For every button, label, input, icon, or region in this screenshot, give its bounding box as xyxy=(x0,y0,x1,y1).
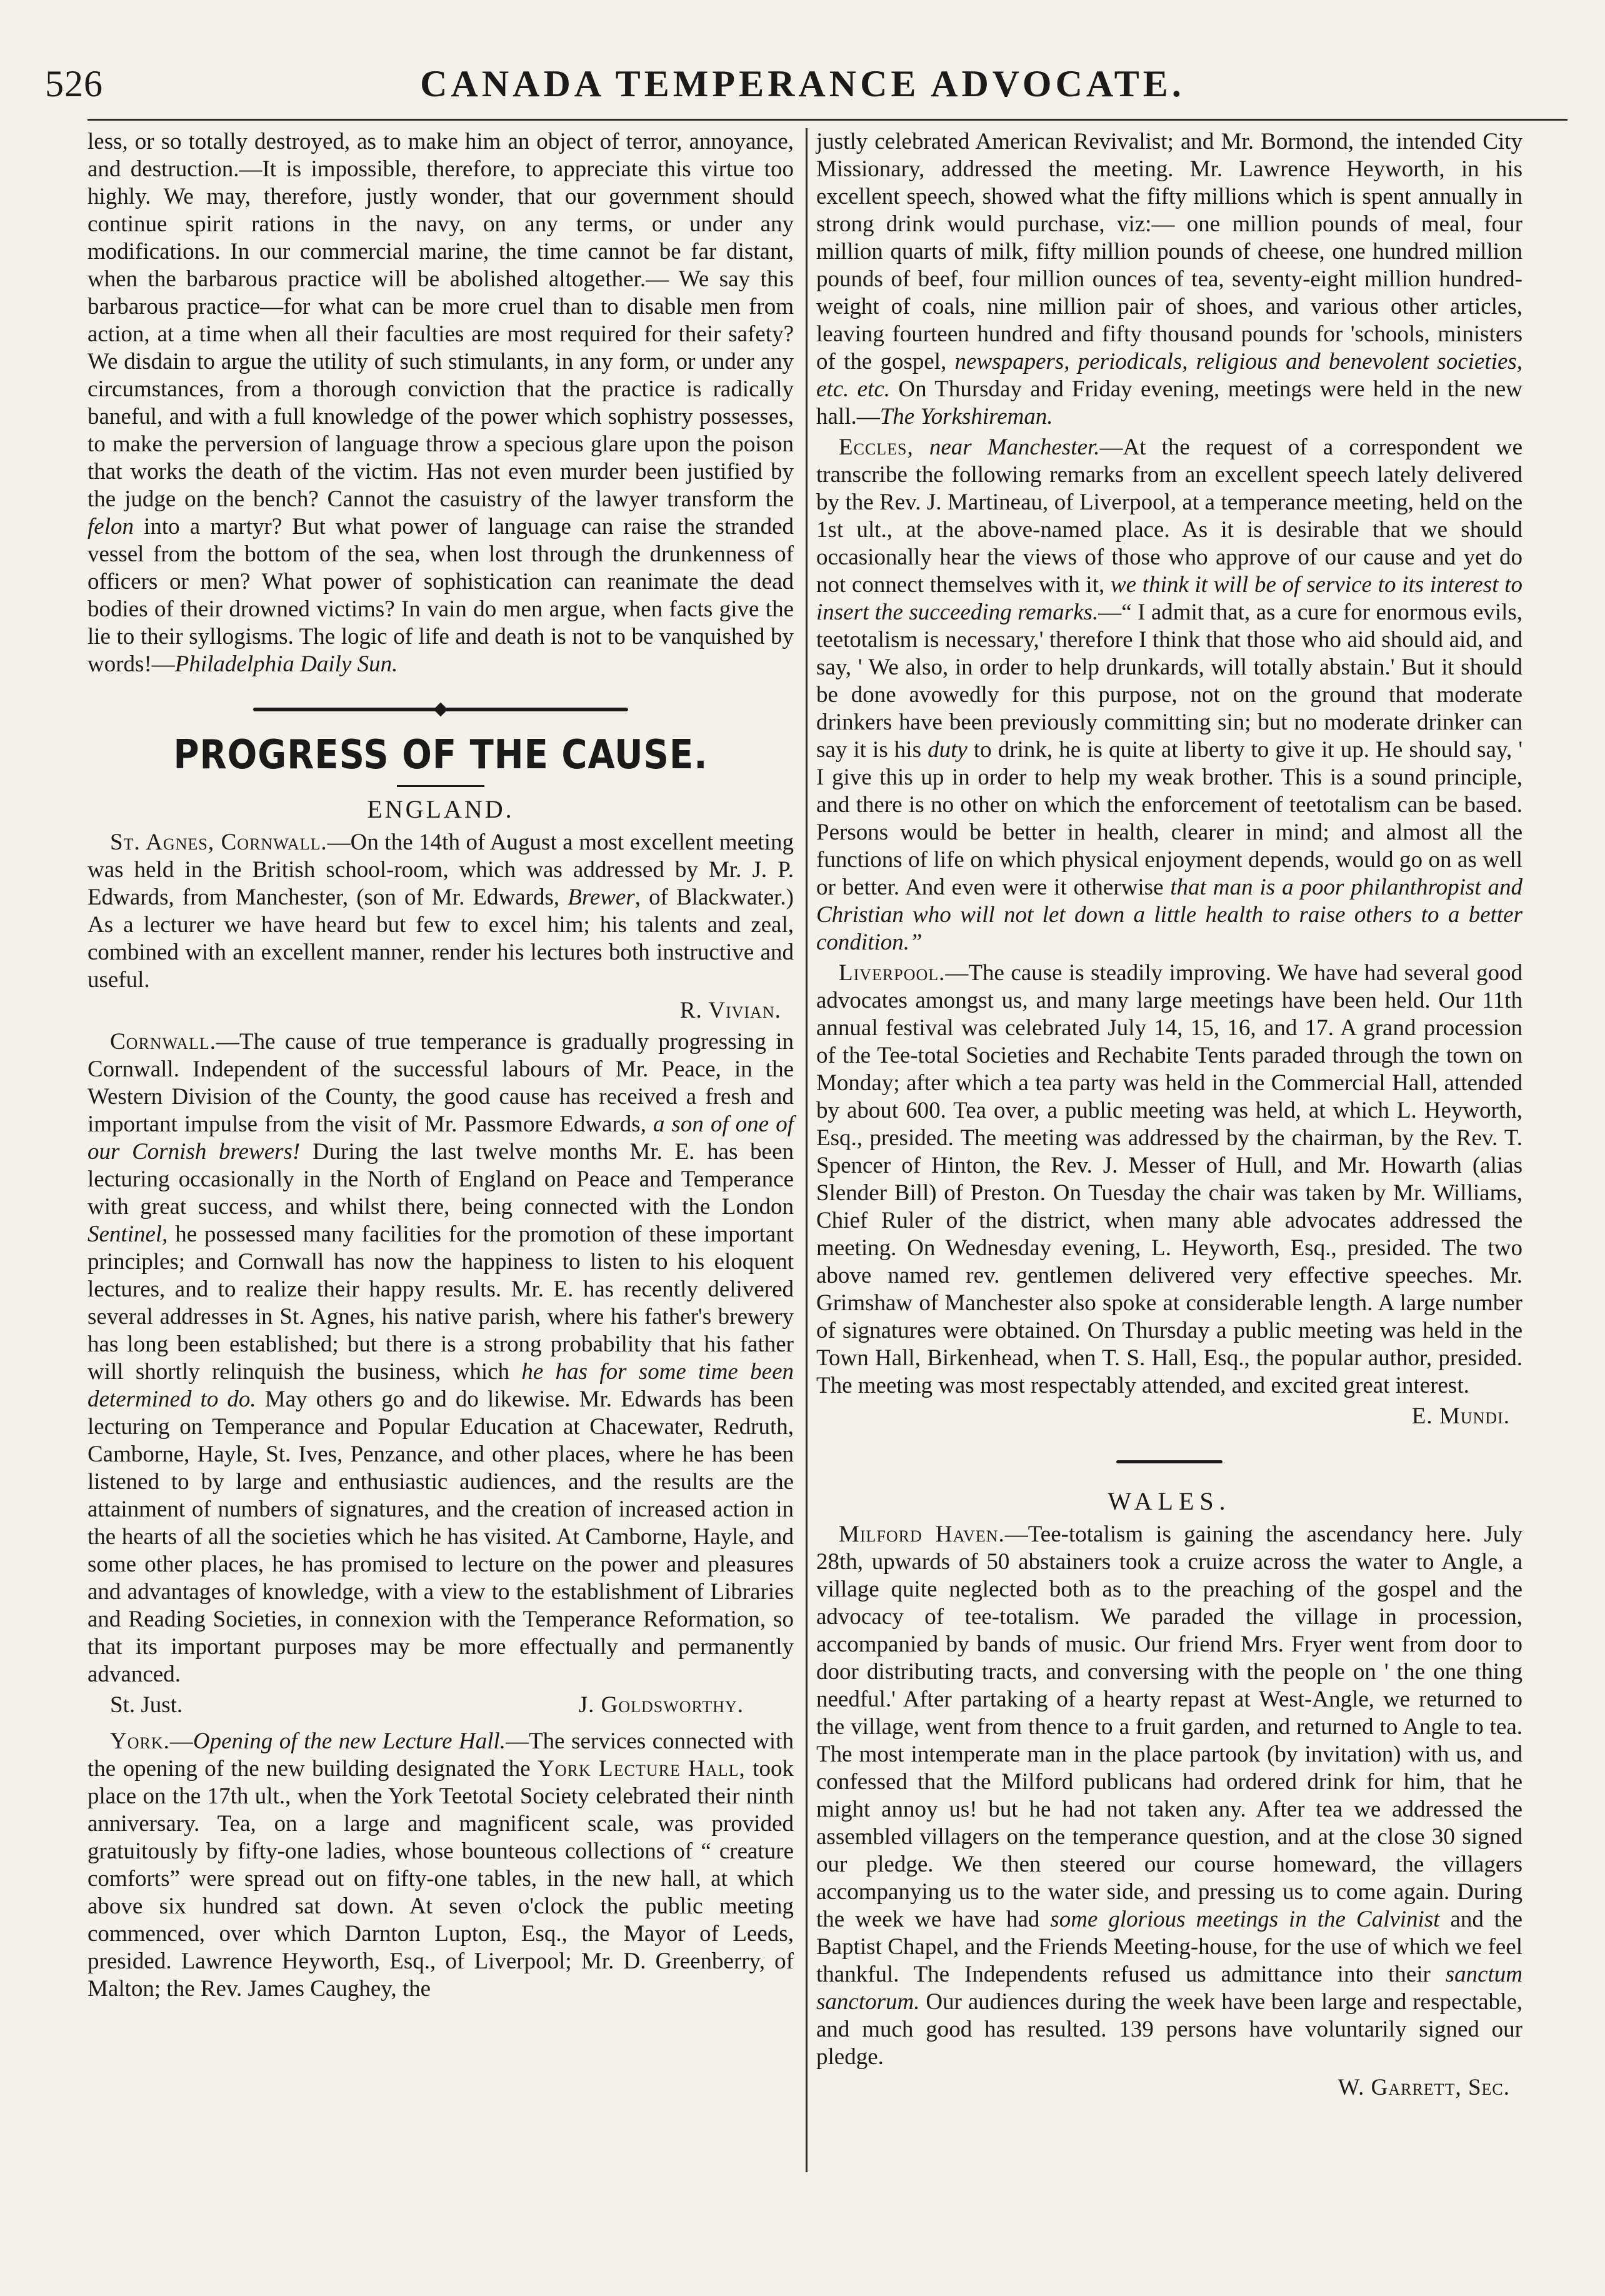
report-text: —The cause of true temperance is gradually progressing in Cornwall. Independent of the successful labours of Mr. Peace, in the Western Division of the County, the good cause has received a fresh and important impulse from the visit of Mr. Passmore Edwards, xyxy=(88,1029,794,1137)
place-name: Eccles, xyxy=(839,434,914,460)
page-number: 526 xyxy=(45,63,103,104)
intro-text: less, or so totally destroyed, as to make him an object of terror, annoyance, and destruction.—It is impossible, therefore, to appreciate this virtue too highly. We may, therefore, justly wonder, that our government should continue spirit rations in the navy, on any terms, or under any modifications. In our commercial marine, the time cannot be far distant, when the barbarous practice will be abolished altogether.— We say this barbarous practice—for what can be more cruel than to disable men from action, at a time when all their faculties are most required for their safety? We disdain to argue the utility of such stimulants, in any form, or under any circumstances, from a thorough conviction that the practice is radically baneful, and with a full knowledge of the power which sophistry possesses, to make the perversion of language throw a specious glare upon the poison that works the death of the victim. Has not even murder been justified by the judge on the bench? Cannot the casuistry of the lawyer transform the xyxy=(88,129,794,512)
report-text: justly celebrated American Revivalist; and Mr. Bormond, the intended City Missionary, addressed the meeting. Mr. Lawrence Heyworth, in his excellent speech, showed what the fifty millions which is spent annually in strong drink would purchase, viz:— one million pounds of meal, four million quarts of milk, fifty million pounds of cheese, one hundred million pounds of beef, four million ounces of tea, seventy-eight million hundred-weight of coals, nine million pair of shoes, and various other articles, leaving fourteen hundred and fifty thousand pounds for 'schools, ministers of the gospel, xyxy=(816,129,1522,374)
signature-row-goldsworthy xyxy=(110,1692,744,1719)
ornament-rule xyxy=(88,703,794,716)
header-rule xyxy=(88,119,1568,121)
report-text-cont: and the Baptist Chapel, and the Friends Meeting-house, for the use of which we feel thankful. The Independents refused us admittance into their xyxy=(816,1907,1523,1987)
report-text: —The cause is steadily improving. We have had several good advocates amongst us, and many large meetings have been held. Our 11th annual festival was celebrated July 14, 15, 16, and 17. A grand procession of the Tee-total Societies and Rechabite Tents paraded through the town on Monday; after which a tea party was held in the Commercial Hall, attended by about 600. Tea over, a public meeting was held, at which L. Heyworth, Esq., presided. The meeting was addressed by the chairman, by the Rev. T. Spencer of Hinton, the Rev. J. Messer of Hull, and Mr. Howarth (alias Slender Bill) of Preston. On Tuesday the chair was taken by Mr. Williams, Chief Ruler of the district, when many able advocates addressed the meeting. On Wednesday evening, L. Heyworth, Esq., presided. The two above named rev. gentlemen delivered very effective speeches. Mr. Grimshaw of Manchester also spoke at considerable length. A large number of signatures were obtained. On Thursday a public meeting was held in the Town Hall, Birkenhead, when T. S. Hall, Esq., the popular author, presided. The meeting was most respectably attended, and excited great interest. xyxy=(816,960,1522,1398)
country-heading-england: ENGLAND. xyxy=(367,795,514,823)
report-milford-haven xyxy=(816,1521,1522,2071)
place-name: Milford Haven. xyxy=(839,1521,1005,1547)
report-italic-determined: he has for some time been determined to do. xyxy=(88,1359,794,1412)
report-italic: Brewer xyxy=(568,885,635,910)
report-italic: Opening of the new Lecture Hall. xyxy=(192,1728,506,1754)
signature-goldsworthy: J. Goldsworthy. xyxy=(578,1692,744,1718)
ornament-rule-small xyxy=(816,1455,1522,1468)
place-qualifier: near Manchester. xyxy=(929,434,1100,460)
report-italic-duty: duty xyxy=(928,737,968,763)
report-italic-closing: that man is a poor philanthropist and Christian who will not let down a little health to raise others to a better condition.” xyxy=(816,875,1523,955)
article-intro xyxy=(88,128,794,678)
report-text: —The services connected with the opening of the new building designated the xyxy=(88,1728,794,1782)
hall-name: York Lecture Hall, xyxy=(538,1756,746,1782)
report-york-continued xyxy=(816,128,1522,431)
signature-mundi: E. Mundi. xyxy=(1411,1403,1510,1429)
report-text-cont: , of Blackwater.) As a lecturer we have heard but few to excel him; his talents and zeal, combined with an excellent manner, render his lectures both instructive and useful. xyxy=(88,885,794,993)
report-text: —At the request of a correspondent we transcribe the following remarks from an excellent speech lately delivered by the Rev. J. Martineau, of Liverpool, at a temperance meeting, held on the 1st ult., at the above-named place. As it is desirable that we should occasionally hear the views of those who approve of our cause and yet do not connect themselves with it, xyxy=(816,434,1523,598)
section-title: PROGRESS OF THE CAUSE. xyxy=(173,731,708,778)
left-column xyxy=(88,128,794,2006)
column-divider xyxy=(806,128,808,2172)
report-text-cont: During the last twelve months Mr. E. has been lecturing occasionally in the North of England on Peace and Temperance with great success, and whilst there, being connected with the London xyxy=(88,1139,794,1220)
report-text-cont: May others go and do likewise. Mr. Edwards has been lecturing on Temperance and Popular Education at Chacewater, Redruth, Camborne, Hayle, St. Ives, Penzance, and other places, where he has been listened to by large and enthusiastic audiences, and the results are the attainment of numbers of signatures, and the creation of increased action in the hearts of all the societies which he has visited. At Camborne, Hayle, and some other places, he has promised to lecture on the power and pleasures and advantages of knowledge, with a view to the establishment of Libraries and Reading Societies, in connexion with the Temperance Reformation, so that its important purposes may be more effectually and permanently advanced. xyxy=(88,1386,794,1687)
report-liverpool xyxy=(816,960,1522,1400)
report-text: —Tee-totalism is gaining the ascendancy here. July 28th, upwards of 50 abstainers took a cruize across the water to Angle, a village quite neglected both as to the preaching of the gospel and the advocacy of tee-totalism. We paraded the village in procession, accompanied by bands of music. Our friend Mrs. Fryer went from door to door distributing tracts, and conversing with the people on ' the one thing needful.' After partaking of a hearty repast at West-Angle, we returned to the village, went from thence to a fruit garden, and returned to Angle to tea. The most intemperate man in the place partook (by invitation) with us, and confessed that the Milford publicans had ordered drink for him, that he might annoy us! but he had not taken any. After tea we addressed the assembled villagers on the temperance question, and at the close 30 signed our pledge. We then steered our course homeward, the villagers accompanying us to the water side, and pressing us to come again. During the week we have had xyxy=(816,1521,1523,1932)
place-name: Liverpool. xyxy=(839,960,946,986)
signature-vivian: R. Vivian. xyxy=(679,998,781,1023)
report-italic: a son of one of our Cornish brewers! xyxy=(88,1111,794,1165)
report-text-cont: to drink, he is quite at liberty to give it up. He should say, ' I give this up in order to help my weak brother. This is a sound principle, and there is no other on which the enforcement of teetotalism can be based. Persons would be better in health, clearer in mind; and almost all the functions of life on which physical enjoyment depends, would go on as well or better. And even were it otherwise xyxy=(816,737,1523,900)
signature-garrett: W. Garrett, Sec. xyxy=(1338,2075,1510,2100)
report-text-cont: —“ I admit that, as a cure for enormous evils, teetotalism is necessary,' therefore I think that those who aid should aid, and say, ' We also, in order to help drunkards, will totally abstain.' But it should be done avowedly for this purpose, not on the ground that moderate drinkers have been previously committing sin; but no moderate drinker can say it is his xyxy=(816,599,1522,763)
place-name: York. xyxy=(110,1728,170,1754)
report-text: —On the 14th of August a most excellent meeting was held in the British school-room, which was addressed by Mr. J. P. Edwards, from Manchester, (son of Mr. Edwards, xyxy=(88,830,794,910)
report-eccles xyxy=(816,434,1522,956)
report-text-cont: took place on the 17th ult., when the York Teetotal Society celebrated their ninth anniversary. Tea, on a large and magnificent scale, was provided gratuitously by fifty-one ladies, whose bounteous collections of “ creature comforts” were spread out on fifty-one tables, in the new hall, at which above six hundred sat down. At seven o'clock the public meeting commenced, over which Darnton Lupton, Esq., the Mayor of Leeds, presided. Lawrence Heyworth, Esq., of Liverpool; Mr. D. Greenberry, of Malton; the Rev. James Caughey, the xyxy=(88,1756,794,2002)
report-cornwall xyxy=(88,1028,794,1688)
report-italic-sanctum: sanctum sanctorum. xyxy=(816,1962,1523,2015)
report-italic: newspapers, periodicals, religious and benevolent societies, etc. etc. xyxy=(816,349,1523,402)
report-st-agnes xyxy=(88,829,794,994)
report-italic: we think it will be of service to its interest to insert the succeeding remarks. xyxy=(816,572,1522,625)
report-text-cont: On Thursday and Friday evening, meetings were held in the new hall.— xyxy=(816,376,1522,429)
report-italic: some glorious meetings in the Calvinist xyxy=(1050,1907,1440,1932)
report-york: York.—Opening of the new Lecture Hall.—The services connected with the opening of the new building designated the York Lecture Hall, took place on the 17th ult., when the York Teetotal Society celebrated their ninth anniversary. Tea, on a large and magnificent scale, was provided gratuitously by fifty-one ladies, whose bounteous collections of “ creature comforts” were spread out on fifty-one tables, in the new hall, at which above six hundred sat down. At seven o'clock the public meeting commenced, over which Darnton Lupton, Esq., the Mayor of Leeds, presided. Lawrence Heyworth, Esq., of Liverpool; Mr. D. Greenberry, of Malton; the Rev. James Caughey, the xyxy=(88,1728,794,2002)
country-heading-wales: WALES. xyxy=(1108,1487,1231,1515)
signature-place: St. Just. xyxy=(110,1692,183,1718)
intro-source: Philadelphia Daily Sun. xyxy=(174,651,398,677)
intro-felon: felon xyxy=(88,514,134,539)
page-header xyxy=(45,63,1560,123)
report-text-cont: he possessed many facilities for the promotion of these important principles; and Cornwall has now the happiness to listen to his eloquent lectures, and to realize their happy results. Mr. E. has recently delivered several addresses in St. Agnes, his native parish, where his father's brewery has long been established; but there is a strong probability that his father will shortly relinquish the business, which xyxy=(88,1221,794,1385)
right-column xyxy=(816,128,1522,2105)
report-text-cont: Our audiences during the week have been large and respectable, and much good has resulted. 139 persons have voluntarily signed our pledge. xyxy=(816,1989,1522,2070)
section-rule xyxy=(397,785,484,787)
place-name: St. Agnes, Cornwall. xyxy=(110,830,328,855)
report-source: The Yorkshireman. xyxy=(879,404,1053,429)
report-italic-sentinel: Sentinel, xyxy=(88,1221,168,1247)
place-name: Cornwall. xyxy=(110,1029,217,1055)
intro-text-cont: into a martyr? But what power of language can raise the stranded vessel from the bottom of the sea, when lost through the drunkenness of officers or men? What power of sophistication can reanimate the dead bodies of their drowned victims? In vain do men argue, when facts give the lie to their syllogisms. The logic of life and death is not to be vanquished by words!— xyxy=(88,514,794,677)
running-title: CANADA TEMPERANCE ADVOCATE. xyxy=(420,63,1185,104)
